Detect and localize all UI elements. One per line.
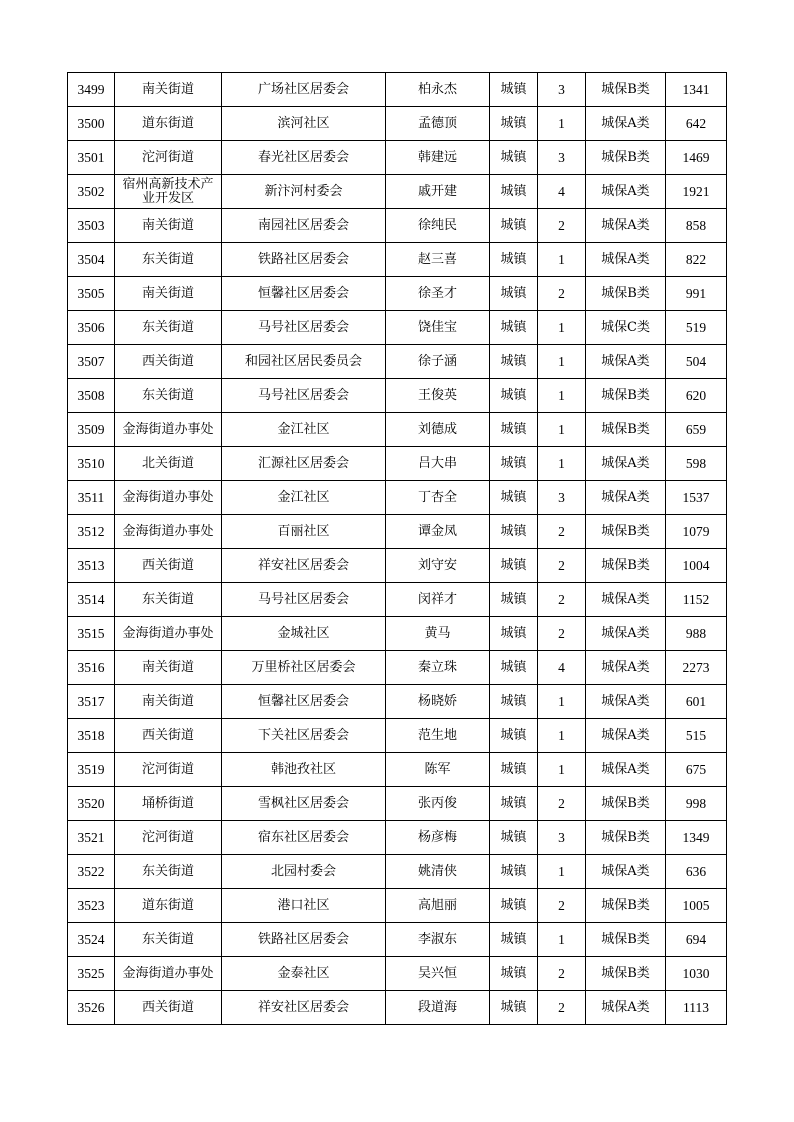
table-row	[68, 379, 727, 413]
household-size-cell: 1	[538, 719, 586, 753]
household-size-cell: 1	[538, 107, 586, 141]
community-cell: 和园社区居民委员会	[222, 345, 386, 379]
street-cell: 金海街道办事处	[115, 515, 222, 549]
serial-number-cell: 3522	[68, 855, 115, 889]
table-row	[68, 175, 727, 209]
name-cell: 李淑东	[386, 923, 490, 957]
name-cell: 韩建远	[386, 141, 490, 175]
table-row	[68, 957, 727, 991]
serial-number-cell: 3506	[68, 311, 115, 345]
serial-number-cell: 3504	[68, 243, 115, 277]
household-size-cell: 2	[538, 515, 586, 549]
community-cell: 祥安社区居委会	[222, 549, 386, 583]
community-cell: 金江社区	[222, 481, 386, 515]
category-cell: 城保B类	[586, 277, 666, 311]
name-cell: 吴兴恒	[386, 957, 490, 991]
name-cell: 高旭丽	[386, 889, 490, 923]
area-type-cell: 城镇	[490, 175, 538, 209]
table-row	[68, 787, 727, 821]
category-cell: 城保A类	[586, 447, 666, 481]
table-row	[68, 855, 727, 889]
name-cell: 柏永杰	[386, 73, 490, 107]
area-type-cell: 城镇	[490, 243, 538, 277]
street-cell: 西关街道	[115, 719, 222, 753]
category-cell: 城保B类	[586, 379, 666, 413]
area-type-cell: 城镇	[490, 957, 538, 991]
amount-cell: 858	[666, 209, 727, 243]
category-cell: 城保B类	[586, 549, 666, 583]
community-cell: 汇源社区居委会	[222, 447, 386, 481]
name-cell: 吕大串	[386, 447, 490, 481]
street-cell: 东关街道	[115, 923, 222, 957]
serial-number-cell: 3514	[68, 583, 115, 617]
community-cell: 马号社区居委会	[222, 583, 386, 617]
category-cell: 城保A类	[586, 753, 666, 787]
household-size-cell: 2	[538, 617, 586, 651]
amount-cell: 988	[666, 617, 727, 651]
table-row	[68, 311, 727, 345]
household-size-cell: 1	[538, 855, 586, 889]
serial-number-cell: 3512	[68, 515, 115, 549]
name-cell: 杨彦梅	[386, 821, 490, 855]
area-type-cell: 城镇	[490, 141, 538, 175]
area-type-cell: 城镇	[490, 991, 538, 1025]
serial-number-cell: 3500	[68, 107, 115, 141]
category-cell: 城保B类	[586, 413, 666, 447]
area-type-cell: 城镇	[490, 651, 538, 685]
serial-number-cell: 3511	[68, 481, 115, 515]
amount-cell: 1079	[666, 515, 727, 549]
table-row	[68, 73, 727, 107]
table-row	[68, 821, 727, 855]
street-cell: 南关街道	[115, 277, 222, 311]
table-row	[68, 991, 727, 1025]
table-row	[68, 209, 727, 243]
area-type-cell: 城镇	[490, 209, 538, 243]
household-size-cell: 3	[538, 481, 586, 515]
table-body	[68, 73, 727, 1025]
category-cell: 城保B类	[586, 515, 666, 549]
serial-number-cell: 3507	[68, 345, 115, 379]
amount-cell: 1004	[666, 549, 727, 583]
table-row	[68, 719, 727, 753]
area-type-cell: 城镇	[490, 753, 538, 787]
area-type-cell: 城镇	[490, 923, 538, 957]
street-cell: 南关街道	[115, 651, 222, 685]
street-cell: 沱河街道	[115, 821, 222, 855]
amount-cell: 1005	[666, 889, 727, 923]
serial-number-cell: 3523	[68, 889, 115, 923]
community-cell: 恒馨社区居委会	[222, 277, 386, 311]
category-cell: 城保C类	[586, 311, 666, 345]
household-size-cell: 1	[538, 923, 586, 957]
amount-cell: 1469	[666, 141, 727, 175]
street-cell: 西关街道	[115, 549, 222, 583]
name-cell: 丁杏全	[386, 481, 490, 515]
category-cell: 城保A类	[586, 583, 666, 617]
household-size-cell: 1	[538, 345, 586, 379]
name-cell: 张丙俊	[386, 787, 490, 821]
household-size-cell: 3	[538, 73, 586, 107]
street-cell: 东关街道	[115, 583, 222, 617]
name-cell: 孟德顶	[386, 107, 490, 141]
area-type-cell: 城镇	[490, 685, 538, 719]
category-cell: 城保A类	[586, 345, 666, 379]
category-cell: 城保B类	[586, 787, 666, 821]
table-row	[68, 277, 727, 311]
name-cell: 谭金凤	[386, 515, 490, 549]
serial-number-cell: 3521	[68, 821, 115, 855]
community-cell: 新汴河村委会	[222, 175, 386, 209]
amount-cell: 642	[666, 107, 727, 141]
amount-cell: 620	[666, 379, 727, 413]
street-cell: 沱河街道	[115, 753, 222, 787]
name-cell: 秦立珠	[386, 651, 490, 685]
household-size-cell: 1	[538, 311, 586, 345]
name-cell: 闵祥才	[386, 583, 490, 617]
community-cell: 韩池孜社区	[222, 753, 386, 787]
table-row	[68, 923, 727, 957]
name-cell: 刘德成	[386, 413, 490, 447]
amount-cell: 598	[666, 447, 727, 481]
community-cell: 南园社区居委会	[222, 209, 386, 243]
community-cell: 铁路社区居委会	[222, 923, 386, 957]
street-cell: 金海街道办事处	[115, 957, 222, 991]
serial-number-cell: 3518	[68, 719, 115, 753]
community-cell: 金江社区	[222, 413, 386, 447]
name-cell: 黄马	[386, 617, 490, 651]
amount-cell: 1341	[666, 73, 727, 107]
category-cell: 城保A类	[586, 481, 666, 515]
table-row	[68, 481, 727, 515]
household-size-cell: 4	[538, 651, 586, 685]
name-cell: 范生地	[386, 719, 490, 753]
amount-cell: 675	[666, 753, 727, 787]
serial-number-cell: 3501	[68, 141, 115, 175]
area-type-cell: 城镇	[490, 583, 538, 617]
area-type-cell: 城镇	[490, 277, 538, 311]
amount-cell: 601	[666, 685, 727, 719]
name-cell: 王俊英	[386, 379, 490, 413]
category-cell: 城保B类	[586, 73, 666, 107]
area-type-cell: 城镇	[490, 889, 538, 923]
area-type-cell: 城镇	[490, 481, 538, 515]
table-row	[68, 447, 727, 481]
serial-number-cell: 3508	[68, 379, 115, 413]
category-cell: 城保A类	[586, 651, 666, 685]
serial-number-cell: 3502	[68, 175, 115, 209]
category-cell: 城保A类	[586, 617, 666, 651]
table-row	[68, 583, 727, 617]
table-row	[68, 141, 727, 175]
table-row	[68, 651, 727, 685]
community-cell: 恒馨社区居委会	[222, 685, 386, 719]
serial-number-cell: 3519	[68, 753, 115, 787]
community-cell: 雪枫社区居委会	[222, 787, 386, 821]
street-cell: 宿州高新技术产业开发区	[115, 175, 222, 209]
community-cell: 马号社区居委会	[222, 311, 386, 345]
name-cell: 饶佳宝	[386, 311, 490, 345]
name-cell: 赵三喜	[386, 243, 490, 277]
household-size-cell: 2	[538, 549, 586, 583]
area-type-cell: 城镇	[490, 855, 538, 889]
data-table	[67, 72, 727, 1025]
serial-number-cell: 3525	[68, 957, 115, 991]
community-cell: 万里桥社区居委会	[222, 651, 386, 685]
serial-number-cell: 3517	[68, 685, 115, 719]
street-cell: 南关街道	[115, 685, 222, 719]
name-cell: 刘守安	[386, 549, 490, 583]
household-size-cell: 1	[538, 413, 586, 447]
category-cell: 城保A类	[586, 175, 666, 209]
community-cell: 金泰社区	[222, 957, 386, 991]
household-size-cell: 1	[538, 685, 586, 719]
area-type-cell: 城镇	[490, 107, 538, 141]
household-size-cell: 2	[538, 889, 586, 923]
table-row	[68, 413, 727, 447]
amount-cell: 519	[666, 311, 727, 345]
amount-cell: 694	[666, 923, 727, 957]
serial-number-cell: 3510	[68, 447, 115, 481]
amount-cell: 1537	[666, 481, 727, 515]
community-cell: 下关社区居委会	[222, 719, 386, 753]
category-cell: 城保A类	[586, 209, 666, 243]
area-type-cell: 城镇	[490, 379, 538, 413]
serial-number-cell: 3499	[68, 73, 115, 107]
category-cell: 城保A类	[586, 685, 666, 719]
table-row	[68, 515, 727, 549]
area-type-cell: 城镇	[490, 787, 538, 821]
household-size-cell: 4	[538, 175, 586, 209]
household-size-cell: 2	[538, 277, 586, 311]
area-type-cell: 城镇	[490, 515, 538, 549]
category-cell: 城保A类	[586, 243, 666, 277]
street-cell: 道东街道	[115, 889, 222, 923]
name-cell: 杨晓娇	[386, 685, 490, 719]
name-cell: 戚开建	[386, 175, 490, 209]
category-cell: 城保B类	[586, 957, 666, 991]
name-cell: 徐纯民	[386, 209, 490, 243]
category-cell: 城保A类	[586, 991, 666, 1025]
serial-number-cell: 3503	[68, 209, 115, 243]
community-cell: 滨河社区	[222, 107, 386, 141]
community-cell: 港口社区	[222, 889, 386, 923]
community-cell: 铁路社区居委会	[222, 243, 386, 277]
community-cell: 春光社区居委会	[222, 141, 386, 175]
category-cell: 城保B类	[586, 923, 666, 957]
community-cell: 百丽社区	[222, 515, 386, 549]
street-cell: 南关街道	[115, 209, 222, 243]
serial-number-cell: 3526	[68, 991, 115, 1025]
table-row	[68, 617, 727, 651]
street-cell: 沱河街道	[115, 141, 222, 175]
area-type-cell: 城镇	[490, 413, 538, 447]
street-cell: 西关街道	[115, 345, 222, 379]
table-row	[68, 107, 727, 141]
serial-number-cell: 3516	[68, 651, 115, 685]
community-cell: 北园村委会	[222, 855, 386, 889]
household-size-cell: 1	[538, 447, 586, 481]
table-row	[68, 685, 727, 719]
serial-number-cell: 3505	[68, 277, 115, 311]
area-type-cell: 城镇	[490, 345, 538, 379]
community-cell: 祥安社区居委会	[222, 991, 386, 1025]
household-size-cell: 1	[538, 243, 586, 277]
category-cell: 城保A类	[586, 719, 666, 753]
household-size-cell: 2	[538, 209, 586, 243]
street-cell: 金海街道办事处	[115, 481, 222, 515]
serial-number-cell: 3524	[68, 923, 115, 957]
amount-cell: 1349	[666, 821, 727, 855]
household-size-cell: 1	[538, 379, 586, 413]
name-cell: 徐圣才	[386, 277, 490, 311]
amount-cell: 2273	[666, 651, 727, 685]
household-size-cell: 3	[538, 821, 586, 855]
name-cell: 段道海	[386, 991, 490, 1025]
street-cell: 东关街道	[115, 855, 222, 889]
category-cell: 城保A类	[586, 855, 666, 889]
household-size-cell: 2	[538, 787, 586, 821]
serial-number-cell: 3515	[68, 617, 115, 651]
amount-cell: 1113	[666, 991, 727, 1025]
amount-cell: 504	[666, 345, 727, 379]
table-row	[68, 345, 727, 379]
table-row	[68, 753, 727, 787]
street-cell: 埇桥街道	[115, 787, 222, 821]
household-size-cell: 2	[538, 957, 586, 991]
community-cell: 广场社区居委会	[222, 73, 386, 107]
amount-cell: 1030	[666, 957, 727, 991]
household-size-cell: 2	[538, 991, 586, 1025]
table-row	[68, 889, 727, 923]
area-type-cell: 城镇	[490, 719, 538, 753]
street-cell: 南关街道	[115, 73, 222, 107]
name-cell: 陈军	[386, 753, 490, 787]
community-cell: 马号社区居委会	[222, 379, 386, 413]
area-type-cell: 城镇	[490, 549, 538, 583]
amount-cell: 515	[666, 719, 727, 753]
street-cell: 金海街道办事处	[115, 413, 222, 447]
category-cell: 城保B类	[586, 889, 666, 923]
household-size-cell: 3	[538, 141, 586, 175]
amount-cell: 1152	[666, 583, 727, 617]
street-cell: 北关街道	[115, 447, 222, 481]
amount-cell: 659	[666, 413, 727, 447]
table-row	[68, 549, 727, 583]
street-cell: 东关街道	[115, 311, 222, 345]
household-size-cell: 1	[538, 753, 586, 787]
street-cell: 金海街道办事处	[115, 617, 222, 651]
serial-number-cell: 3520	[68, 787, 115, 821]
amount-cell: 822	[666, 243, 727, 277]
amount-cell: 998	[666, 787, 727, 821]
category-cell: 城保B类	[586, 141, 666, 175]
area-type-cell: 城镇	[490, 73, 538, 107]
street-cell: 东关街道	[115, 243, 222, 277]
community-cell: 宿东社区居委会	[222, 821, 386, 855]
table-row	[68, 243, 727, 277]
amount-cell: 991	[666, 277, 727, 311]
serial-number-cell: 3509	[68, 413, 115, 447]
street-cell: 西关街道	[115, 991, 222, 1025]
street-cell: 东关街道	[115, 379, 222, 413]
street-cell: 道东街道	[115, 107, 222, 141]
amount-cell: 1921	[666, 175, 727, 209]
amount-cell: 636	[666, 855, 727, 889]
category-cell: 城保A类	[586, 107, 666, 141]
name-cell: 徐子涵	[386, 345, 490, 379]
serial-number-cell: 3513	[68, 549, 115, 583]
area-type-cell: 城镇	[490, 617, 538, 651]
area-type-cell: 城镇	[490, 821, 538, 855]
household-size-cell: 2	[538, 583, 586, 617]
area-type-cell: 城镇	[490, 311, 538, 345]
category-cell: 城保B类	[586, 821, 666, 855]
area-type-cell: 城镇	[490, 447, 538, 481]
name-cell: 姚清侠	[386, 855, 490, 889]
community-cell: 金城社区	[222, 617, 386, 651]
